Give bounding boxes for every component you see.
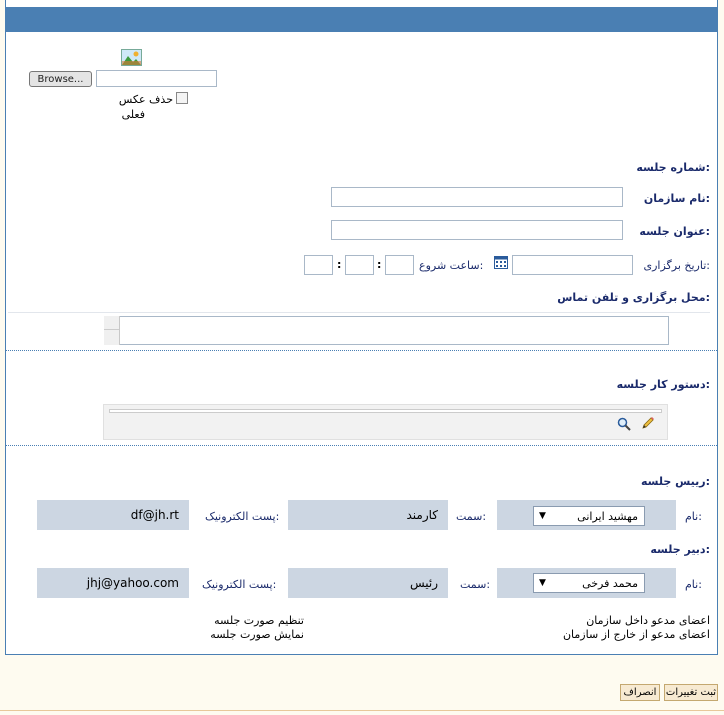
chevron-down-icon: ▼ [539,511,546,521]
agenda-box [103,404,668,440]
chair-section-label: رییس جلسه: [640,475,710,488]
location-label: محل برگزاری و تلفن تماس: [557,291,710,304]
save-changes-button[interactable]: ثبت تغییرات [664,684,718,701]
chair-email-box [37,500,189,530]
start-hour-input[interactable] [385,255,414,275]
secretary-position-value: رئیس [409,576,438,590]
footer-divider [0,710,724,711]
org-name-label: نام سازمان: [643,192,710,205]
delete-photo-label-line2: فعلی [121,108,145,121]
section-divider-2 [6,445,717,446]
secretary-name-select[interactable] [533,573,645,593]
secretary-email-value: jhj@yahoo.com [86,576,179,590]
chair-name-value: مهشید ایرانی [577,509,638,523]
photo-file-input[interactable] [96,70,217,87]
end-time-input[interactable] [304,255,333,275]
cancel-button[interactable]: انصراف [620,684,660,701]
browse-button[interactable]: Browse... [29,71,92,87]
minutes-show-link[interactable]: نمایش صورت جلسه [210,628,304,641]
secretary-position-label: سمت: [460,578,491,591]
location-scrollbar[interactable] [104,316,120,345]
internal-members-link[interactable]: اعضای مدعو داخل سازمان [586,614,710,627]
search-icon[interactable] [617,417,631,431]
chair-position-value: کارمند [406,508,438,522]
chair-email-value: df@jh.rt [130,508,179,522]
delete-photo-checkbox[interactable] [176,92,188,104]
photo-thumbnail-icon [121,49,142,66]
chair-name-label: نام: [685,510,702,523]
agenda-label: دستور کار جلسه: [616,378,710,391]
secretary-email-label: پست الکترونیک: [202,578,277,591]
date-label: تاریخ برگزاری: [643,259,710,272]
secretary-email-box [37,568,189,598]
chair-position-box [288,500,448,530]
secretary-name-value: محمد فرخی [582,576,638,590]
time-separator: : [377,258,382,271]
secretary-section-label: دبیر جلسه: [650,543,710,556]
external-members-link[interactable]: اعضای مدعو از خارج از سازمان [562,628,710,641]
start-minute-input[interactable] [345,255,374,275]
location-textarea[interactable] [104,316,669,345]
meeting-number-label: شماره جلسه: [636,161,710,174]
minutes-setup-link[interactable]: تنظیم صورت جلسه [214,614,304,627]
chair-email-label: پست الکترونیک: [205,510,280,523]
time-separator-2: : [337,258,342,271]
calendar-icon[interactable] [494,256,508,269]
delete-photo-label: حذف عکس [118,93,173,106]
section-divider [6,350,717,351]
secretary-position-box [288,568,448,598]
chair-name-select[interactable] [533,506,645,526]
chair-position-label: سمت: [456,510,487,523]
meeting-title-label: عنوان جلسه: [639,225,710,238]
start-time-label: ساعت شروع: [419,259,484,272]
secretary-name-label: نام: [685,578,702,591]
chevron-down-icon: ▼ [539,578,546,588]
date-input[interactable] [512,255,633,275]
meeting-title-input[interactable] [331,220,623,240]
org-name-input[interactable] [331,187,623,207]
edit-pencil-icon[interactable] [641,416,655,430]
panel-header-bar [6,7,717,32]
